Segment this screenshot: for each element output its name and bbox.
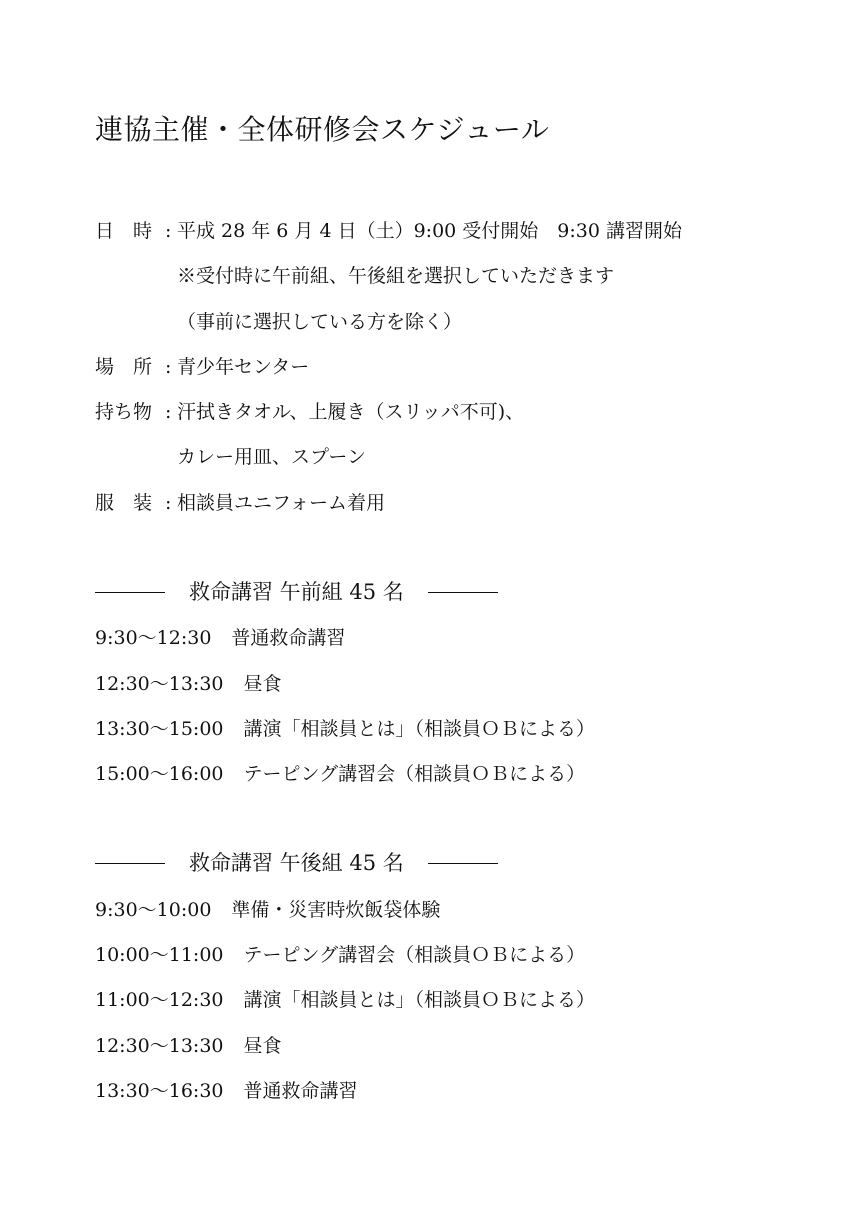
date-value: 平成 28 年 6 月 4 日（土）9:00 受付開始 9:30 講習開始	[177, 220, 683, 242]
schedule-time: 11:00～12:30	[95, 989, 224, 1011]
schedule-activity: 普通救命講習	[231, 627, 346, 649]
afternoon-heading-text: 救命講習 午後組 45 名	[189, 851, 404, 875]
schedule-time: 13:30～16:30	[95, 1080, 224, 1102]
schedule-activity: 準備・災害時炊飯袋体験	[231, 899, 441, 921]
clothing-value: 相談員ユニフォーム着用	[177, 492, 386, 514]
schedule-time: 15:00～16:00	[95, 763, 224, 785]
afternoon-heading	[95, 848, 498, 878]
schedule-row	[95, 671, 282, 697]
schedule-row	[95, 987, 595, 1013]
dash-line	[95, 863, 165, 864]
schedule-row	[95, 625, 345, 651]
schedule-time: 13:30～15:00	[95, 718, 224, 740]
dash-line	[428, 863, 498, 864]
items-label: 持ち物	[95, 401, 153, 423]
schedule-activity: テーピング講習会（相談員ＯＢによる）	[243, 944, 586, 966]
clothing-separator: :	[165, 492, 172, 514]
page-title: 連協主催・全体研修会スケジュール	[95, 113, 550, 146]
date-note-1: ※受付時に午前組、午後組を選択していただきます	[177, 265, 615, 287]
items-separator: :	[165, 401, 172, 423]
date-line	[95, 218, 682, 244]
schedule-row	[95, 942, 585, 968]
dash-line	[428, 592, 498, 593]
place-label: 場 所	[95, 356, 153, 378]
schedule-activity: 昼食	[243, 1035, 282, 1057]
schedule-row	[95, 1078, 358, 1104]
place-separator: :	[165, 356, 172, 378]
clothing-label: 服 装	[95, 492, 153, 514]
date-separator: :	[165, 220, 172, 242]
schedule-row	[95, 761, 585, 787]
schedule-row	[95, 716, 595, 742]
schedule-time: 9:30～12:30	[95, 627, 212, 649]
schedule-time: 12:30～13:30	[95, 1035, 224, 1057]
schedule-activity: 普通救命講習	[243, 1080, 358, 1102]
morning-heading-text: 救命講習 午前組 45 名	[189, 580, 404, 604]
schedule-activity: 講演「相談員とは」（相談員ＯＢによる）	[243, 718, 596, 740]
schedule-activity: テーピング講習会（相談員ＯＢによる）	[243, 763, 586, 785]
schedule-row	[95, 1033, 282, 1059]
clothing-line	[95, 490, 385, 516]
morning-heading	[95, 577, 498, 607]
schedule-activity: 講演「相談員とは」（相談員ＯＢによる）	[243, 989, 596, 1011]
items-line	[95, 399, 524, 425]
place-line	[95, 354, 309, 380]
date-note-2: （事前に選択している方を除く）	[177, 311, 463, 333]
date-label: 日 時	[95, 220, 153, 242]
place-value: 青少年センター	[177, 356, 310, 378]
schedule-row	[95, 897, 440, 923]
schedule-activity: 昼食	[243, 673, 282, 695]
schedule-time: 9:30～10:00	[95, 899, 212, 921]
items-value: 汗拭きタオル、上履き（スリッパ不可)、	[177, 401, 525, 423]
schedule-time: 10:00～11:00	[95, 944, 224, 966]
items-value-2: カレー用皿、スプーン	[177, 446, 367, 468]
dash-line	[95, 592, 165, 593]
schedule-time: 12:30～13:30	[95, 673, 224, 695]
